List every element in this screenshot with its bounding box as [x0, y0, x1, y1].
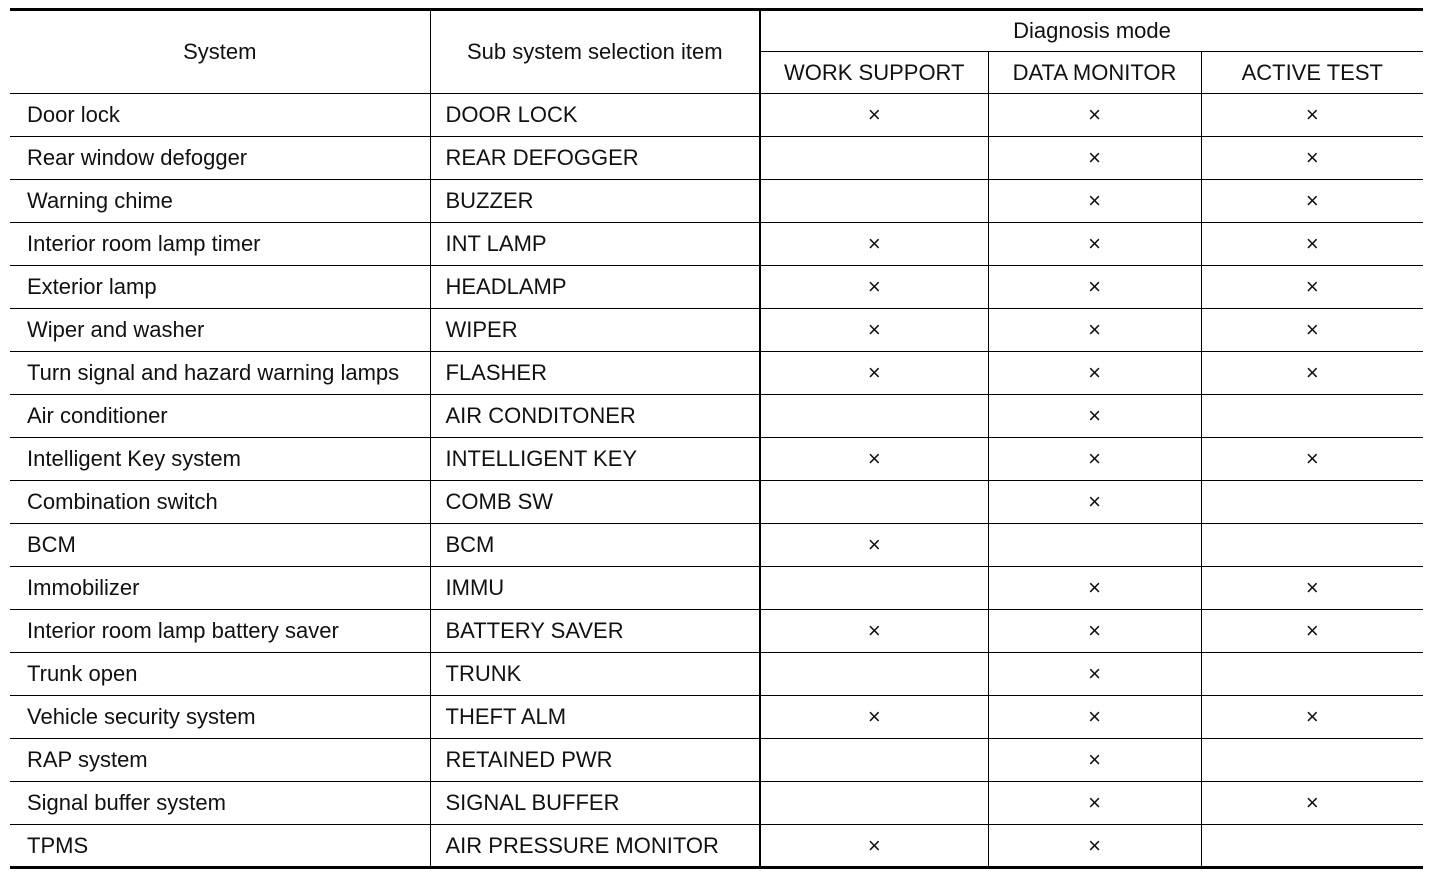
- table-row: [10, 223, 1423, 266]
- system-cell: Warning chime: [10, 180, 430, 223]
- table-row: [10, 653, 1423, 696]
- sub-system-cell: FLASHER: [430, 352, 760, 395]
- work-support-cell: [760, 567, 988, 610]
- system-cell: Door lock: [10, 94, 430, 137]
- active-test-cell: [1201, 739, 1423, 782]
- data-monitor-cell: ×: [988, 352, 1201, 395]
- table-body: [10, 94, 1423, 868]
- active-test-cell: ×: [1201, 696, 1423, 739]
- work-support-cell: [760, 137, 988, 180]
- work-support-cell: [760, 782, 988, 825]
- table-row: [10, 266, 1423, 309]
- table-row: [10, 137, 1423, 180]
- data-monitor-cell: ×: [988, 94, 1201, 137]
- sub-system-cell: SIGNAL BUFFER: [430, 782, 760, 825]
- active-test-cell: [1201, 825, 1423, 868]
- table-row: [10, 309, 1423, 352]
- system-cell: Rear window defogger: [10, 137, 430, 180]
- diagnosis-mode-table: [10, 8, 1423, 869]
- table-row: [10, 94, 1423, 137]
- table-row: [10, 481, 1423, 524]
- header-system: System: [10, 10, 430, 94]
- system-cell: Trunk open: [10, 653, 430, 696]
- active-test-cell: ×: [1201, 782, 1423, 825]
- table-row: [10, 352, 1423, 395]
- sub-system-cell: WIPER: [430, 309, 760, 352]
- table-row: [10, 524, 1423, 567]
- active-test-cell: ×: [1201, 94, 1423, 137]
- data-monitor-cell: ×: [988, 782, 1201, 825]
- data-monitor-cell: ×: [988, 395, 1201, 438]
- system-cell: Turn signal and hazard warning lamps: [10, 352, 430, 395]
- header-active-test: ACTIVE TEST: [1201, 52, 1423, 94]
- work-support-cell: ×: [760, 524, 988, 567]
- data-monitor-cell: ×: [988, 438, 1201, 481]
- data-monitor-cell: ×: [988, 309, 1201, 352]
- work-support-cell: [760, 481, 988, 524]
- sub-system-cell: THEFT ALM: [430, 696, 760, 739]
- header-work-support: WORK SUPPORT: [760, 52, 988, 94]
- sub-system-cell: BATTERY SAVER: [430, 610, 760, 653]
- data-monitor-cell: ×: [988, 696, 1201, 739]
- table-row: [10, 825, 1423, 868]
- header-sub-system: Sub system selection item: [430, 10, 760, 94]
- data-monitor-cell: ×: [988, 739, 1201, 782]
- active-test-cell: ×: [1201, 223, 1423, 266]
- work-support-cell: ×: [760, 309, 988, 352]
- work-support-cell: [760, 180, 988, 223]
- sub-system-cell: INT LAMP: [430, 223, 760, 266]
- work-support-cell: [760, 739, 988, 782]
- active-test-cell: ×: [1201, 438, 1423, 481]
- work-support-cell: ×: [760, 94, 988, 137]
- header-data-monitor: DATA MONITOR: [988, 52, 1201, 94]
- data-monitor-cell: ×: [988, 610, 1201, 653]
- active-test-cell: [1201, 653, 1423, 696]
- work-support-cell: ×: [760, 825, 988, 868]
- table-row: [10, 180, 1423, 223]
- active-test-cell: ×: [1201, 352, 1423, 395]
- system-cell: Interior room lamp timer: [10, 223, 430, 266]
- active-test-cell: ×: [1201, 309, 1423, 352]
- active-test-cell: ×: [1201, 567, 1423, 610]
- data-monitor-cell: ×: [988, 180, 1201, 223]
- system-cell: Combination switch: [10, 481, 430, 524]
- data-monitor-cell: [988, 524, 1201, 567]
- active-test-cell: [1201, 481, 1423, 524]
- system-cell: TPMS: [10, 825, 430, 868]
- work-support-cell: ×: [760, 266, 988, 309]
- table-row: [10, 696, 1423, 739]
- table-row: [10, 782, 1423, 825]
- table-row: [10, 610, 1423, 653]
- active-test-cell: [1201, 524, 1423, 567]
- work-support-cell: ×: [760, 438, 988, 481]
- system-cell: Intelligent Key system: [10, 438, 430, 481]
- sub-system-cell: AIR CONDITONER: [430, 395, 760, 438]
- work-support-cell: ×: [760, 352, 988, 395]
- active-test-cell: [1201, 395, 1423, 438]
- work-support-cell: ×: [760, 610, 988, 653]
- work-support-cell: ×: [760, 696, 988, 739]
- table-row: [10, 395, 1423, 438]
- data-monitor-cell: ×: [988, 266, 1201, 309]
- sub-system-cell: HEADLAMP: [430, 266, 760, 309]
- sub-system-cell: REAR DEFOGGER: [430, 137, 760, 180]
- data-monitor-cell: ×: [988, 137, 1201, 180]
- table-row: [10, 438, 1423, 481]
- system-cell: Interior room lamp battery saver: [10, 610, 430, 653]
- work-support-cell: [760, 395, 988, 438]
- data-monitor-cell: ×: [988, 825, 1201, 868]
- data-monitor-cell: ×: [988, 653, 1201, 696]
- sub-system-cell: BCM: [430, 524, 760, 567]
- work-support-cell: ×: [760, 223, 988, 266]
- table-row: [10, 739, 1423, 782]
- system-cell: BCM: [10, 524, 430, 567]
- data-monitor-cell: ×: [988, 481, 1201, 524]
- sub-system-cell: TRUNK: [430, 653, 760, 696]
- sub-system-cell: BUZZER: [430, 180, 760, 223]
- sub-system-cell: COMB SW: [430, 481, 760, 524]
- system-cell: Wiper and washer: [10, 309, 430, 352]
- active-test-cell: ×: [1201, 266, 1423, 309]
- data-monitor-cell: ×: [988, 223, 1201, 266]
- table-row: [10, 567, 1423, 610]
- sub-system-cell: AIR PRESSURE MONITOR: [430, 825, 760, 868]
- work-support-cell: [760, 653, 988, 696]
- system-cell: Exterior lamp: [10, 266, 430, 309]
- active-test-cell: ×: [1201, 180, 1423, 223]
- header-diagnosis-mode: Diagnosis mode: [760, 10, 1423, 52]
- active-test-cell: ×: [1201, 610, 1423, 653]
- sub-system-cell: INTELLIGENT KEY: [430, 438, 760, 481]
- system-cell: Air conditioner: [10, 395, 430, 438]
- data-monitor-cell: ×: [988, 567, 1201, 610]
- sub-system-cell: DOOR LOCK: [430, 94, 760, 137]
- system-cell: RAP system: [10, 739, 430, 782]
- active-test-cell: ×: [1201, 137, 1423, 180]
- system-cell: Vehicle security system: [10, 696, 430, 739]
- sub-system-cell: IMMU: [430, 567, 760, 610]
- system-cell: Immobilizer: [10, 567, 430, 610]
- system-cell: Signal buffer system: [10, 782, 430, 825]
- sub-system-cell: RETAINED PWR: [430, 739, 760, 782]
